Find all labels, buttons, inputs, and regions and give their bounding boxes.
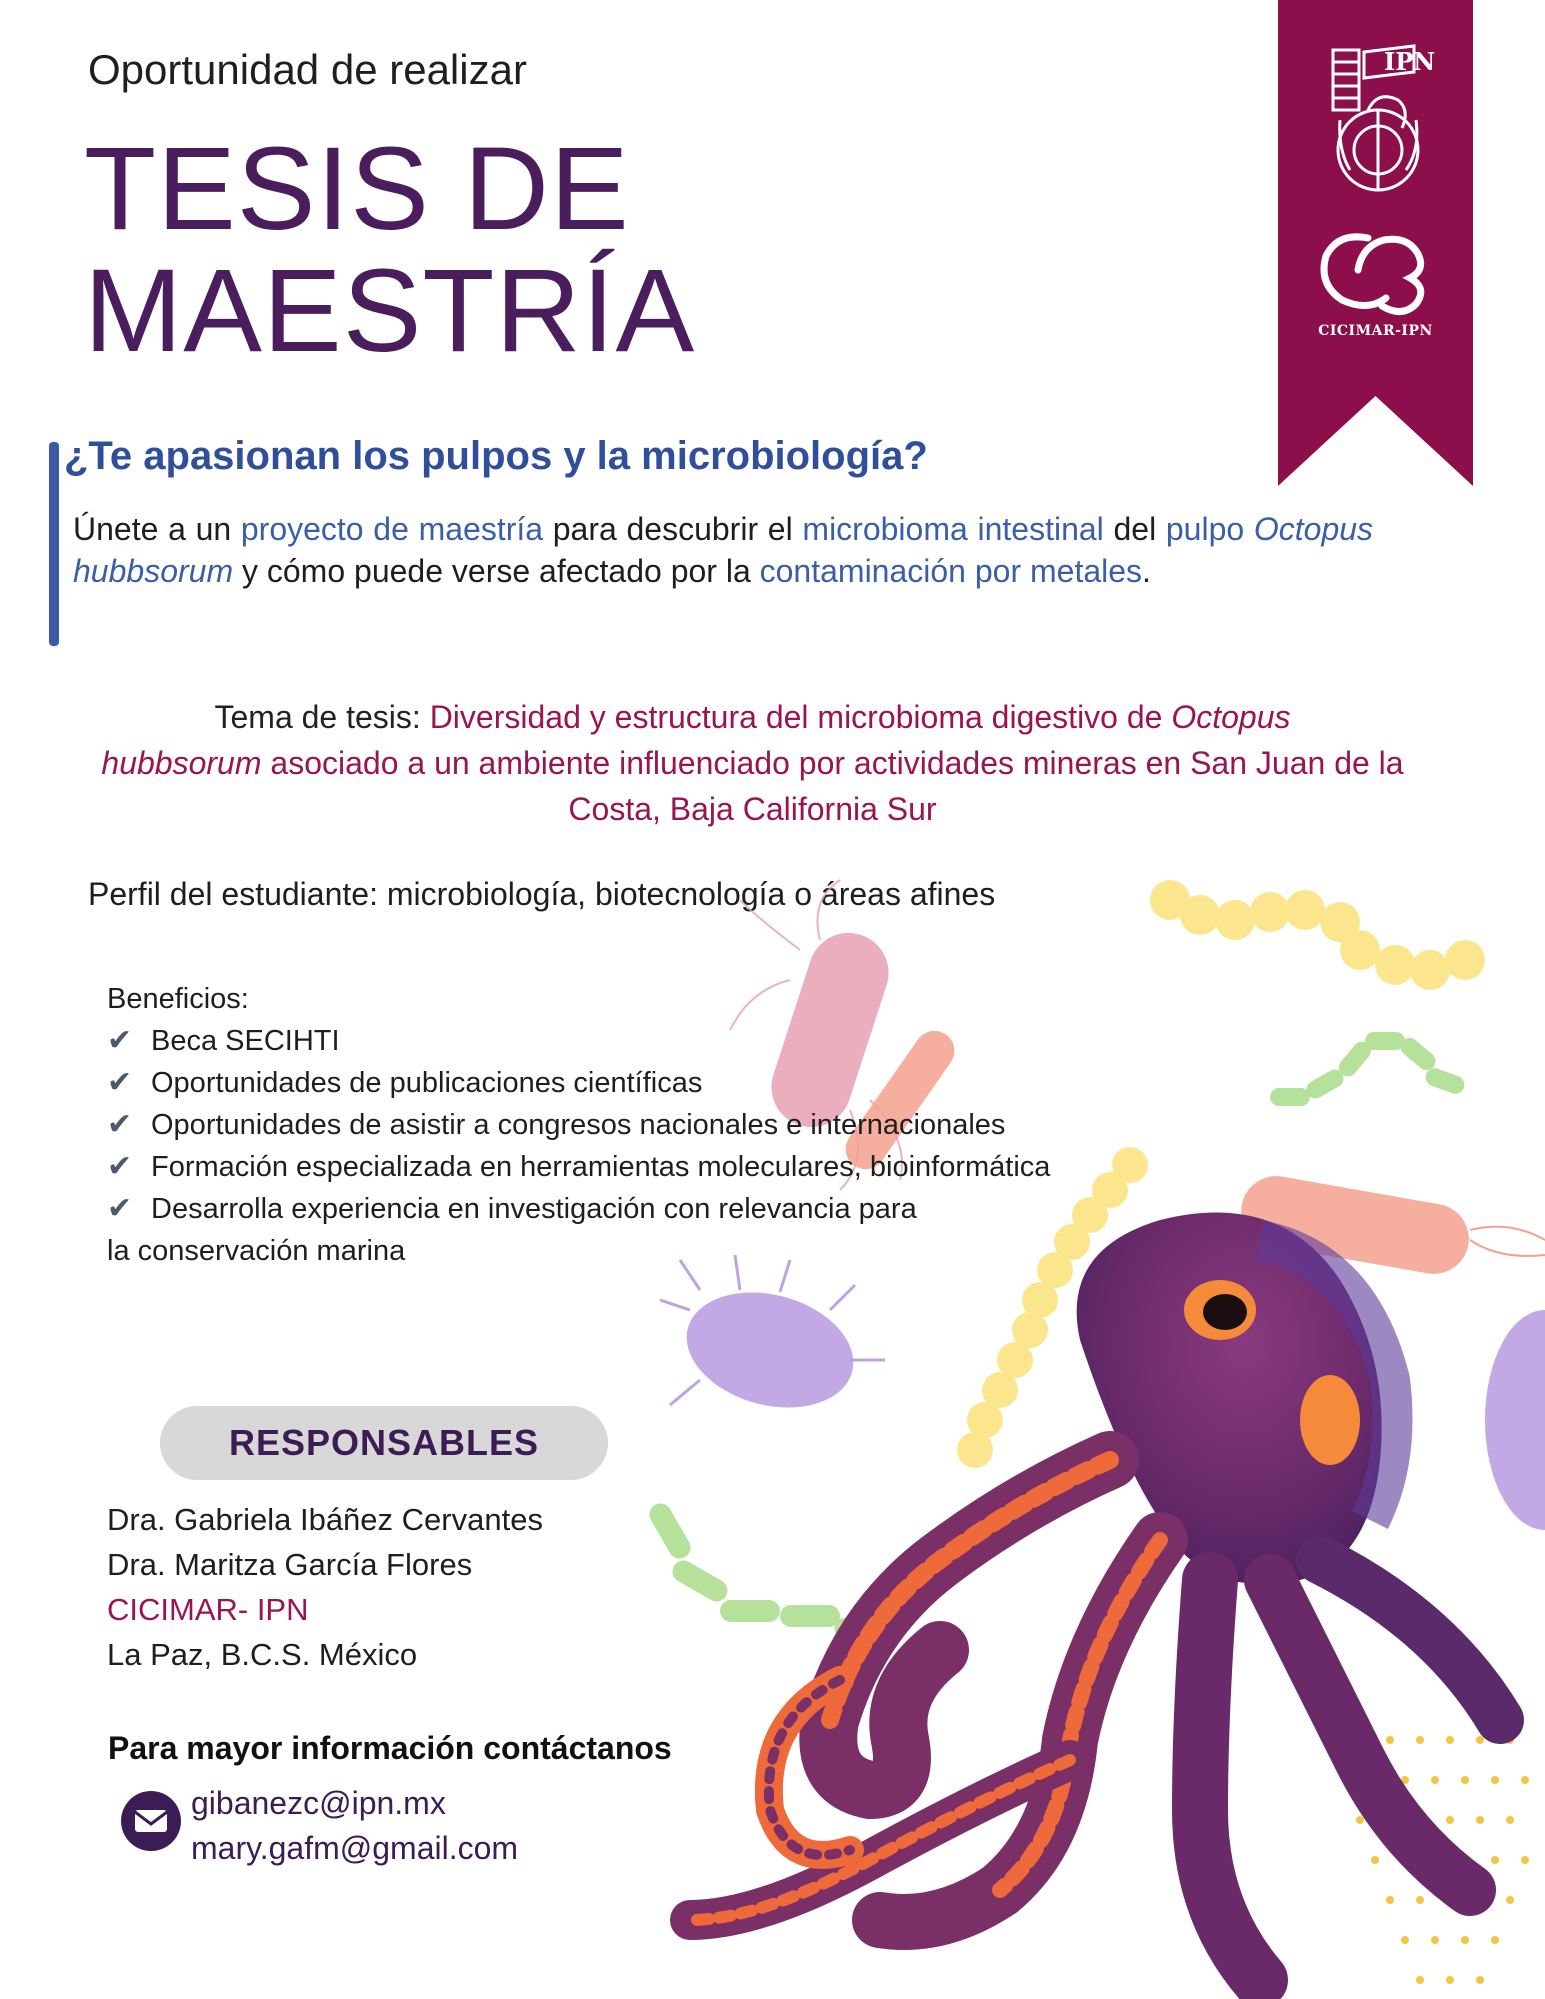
- benefit-item-5-continuation: la conservación marina: [107, 1235, 406, 1267]
- benefit-item-4: ✔ Formación especializada en herramientas moleculares, bioinformática: [107, 1146, 1050, 1188]
- svg-text:IPN: IPN: [1384, 47, 1436, 76]
- institution: CICIMAR- IPN: [107, 1592, 309, 1627]
- purple-cell-bacteria-icon: [674, 1275, 867, 1425]
- title-line-1: TESIS DE: [84, 123, 630, 255]
- benefits-section: [107, 978, 1050, 1272]
- benefits-title: Beneficios:: [107, 983, 249, 1015]
- highlight-contamination: contaminación por metales: [759, 553, 1143, 589]
- page-title: [84, 123, 696, 377]
- benefit-item-3: ✔ Oportunidades de asistir a congresos nacionales e internacionales: [107, 1104, 1050, 1146]
- benefit-item-1: ✔ Beca SECIHTI: [107, 1020, 1050, 1062]
- ribbon-banner: [1278, 0, 1473, 486]
- student-profile: Perfil del estudiante: microbiología, biotecnología o áreas afines: [88, 876, 996, 912]
- email-link-2[interactable]: mary.gafm@gmail.com: [191, 1830, 519, 1866]
- check-icon: ✔: [107, 1150, 133, 1183]
- person-1: Dra. Gabriela Ibáñez Cervantes: [107, 1502, 543, 1537]
- location: La Paz, B.C.S. México: [107, 1637, 418, 1672]
- highlight-project: proyecto de maestría: [240, 511, 544, 547]
- email-link-1[interactable]: gibanezc@ipn.mx: [191, 1785, 446, 1821]
- responsables-list: [107, 1497, 543, 1677]
- person-2: Dra. Maritza García Flores: [107, 1547, 473, 1582]
- yellow-bacteria-chain-icon: [1150, 880, 1485, 990]
- topic-label: Tema de tesis:: [214, 699, 430, 735]
- check-icon: ✔: [107, 1024, 133, 1057]
- contact-heading: Para mayor información contáctanos: [108, 1730, 672, 1766]
- accent-bar: [49, 442, 59, 646]
- email-list: [191, 1781, 518, 1871]
- benefit-item-2: ✔ Oportunidades de publicaciones científicas: [107, 1062, 1050, 1104]
- check-icon: ✔: [107, 1066, 133, 1099]
- green-bacteria-chain-icon: [1270, 1032, 1467, 1106]
- cicimar-caption: CICIMAR-IPN: [1318, 323, 1433, 339]
- check-icon: ✔: [107, 1192, 133, 1225]
- title-line-2: MAESTRÍA: [84, 245, 696, 377]
- highlight-microbiome: microbioma intestinal: [802, 511, 1104, 547]
- mail-icon: [121, 1791, 181, 1851]
- thesis-topic: [90, 694, 1415, 832]
- intro-paragraph: Únete a un proyecto de maestría para descubrir el microbioma intestinal del pulpo Octopus hubbsorum y cómo puede verse afectado por la contaminación por metales.: [73, 511, 1374, 589]
- intro-question: ¿Te apasionan los pulpos y la microbiología?: [64, 434, 928, 478]
- benefit-item-5: ✔ Desarrolla experiencia en investigación con relevancia para: [107, 1188, 1050, 1230]
- responsables-heading: RESPONSABLES: [160, 1406, 608, 1480]
- highlight-octopus: pulpo Octopus hubbsorum: [73, 511, 1374, 589]
- kicker-text: Oportunidad de realizar: [88, 46, 527, 93]
- check-icon: ✔: [107, 1108, 133, 1141]
- topic-text: Diversidad y estructura del microbioma digestivo de Octopus hubbsorum asociado a un ambiente influenciado por actividades mineras en San Juan de la Costa, Baja California Sur: [101, 699, 1404, 827]
